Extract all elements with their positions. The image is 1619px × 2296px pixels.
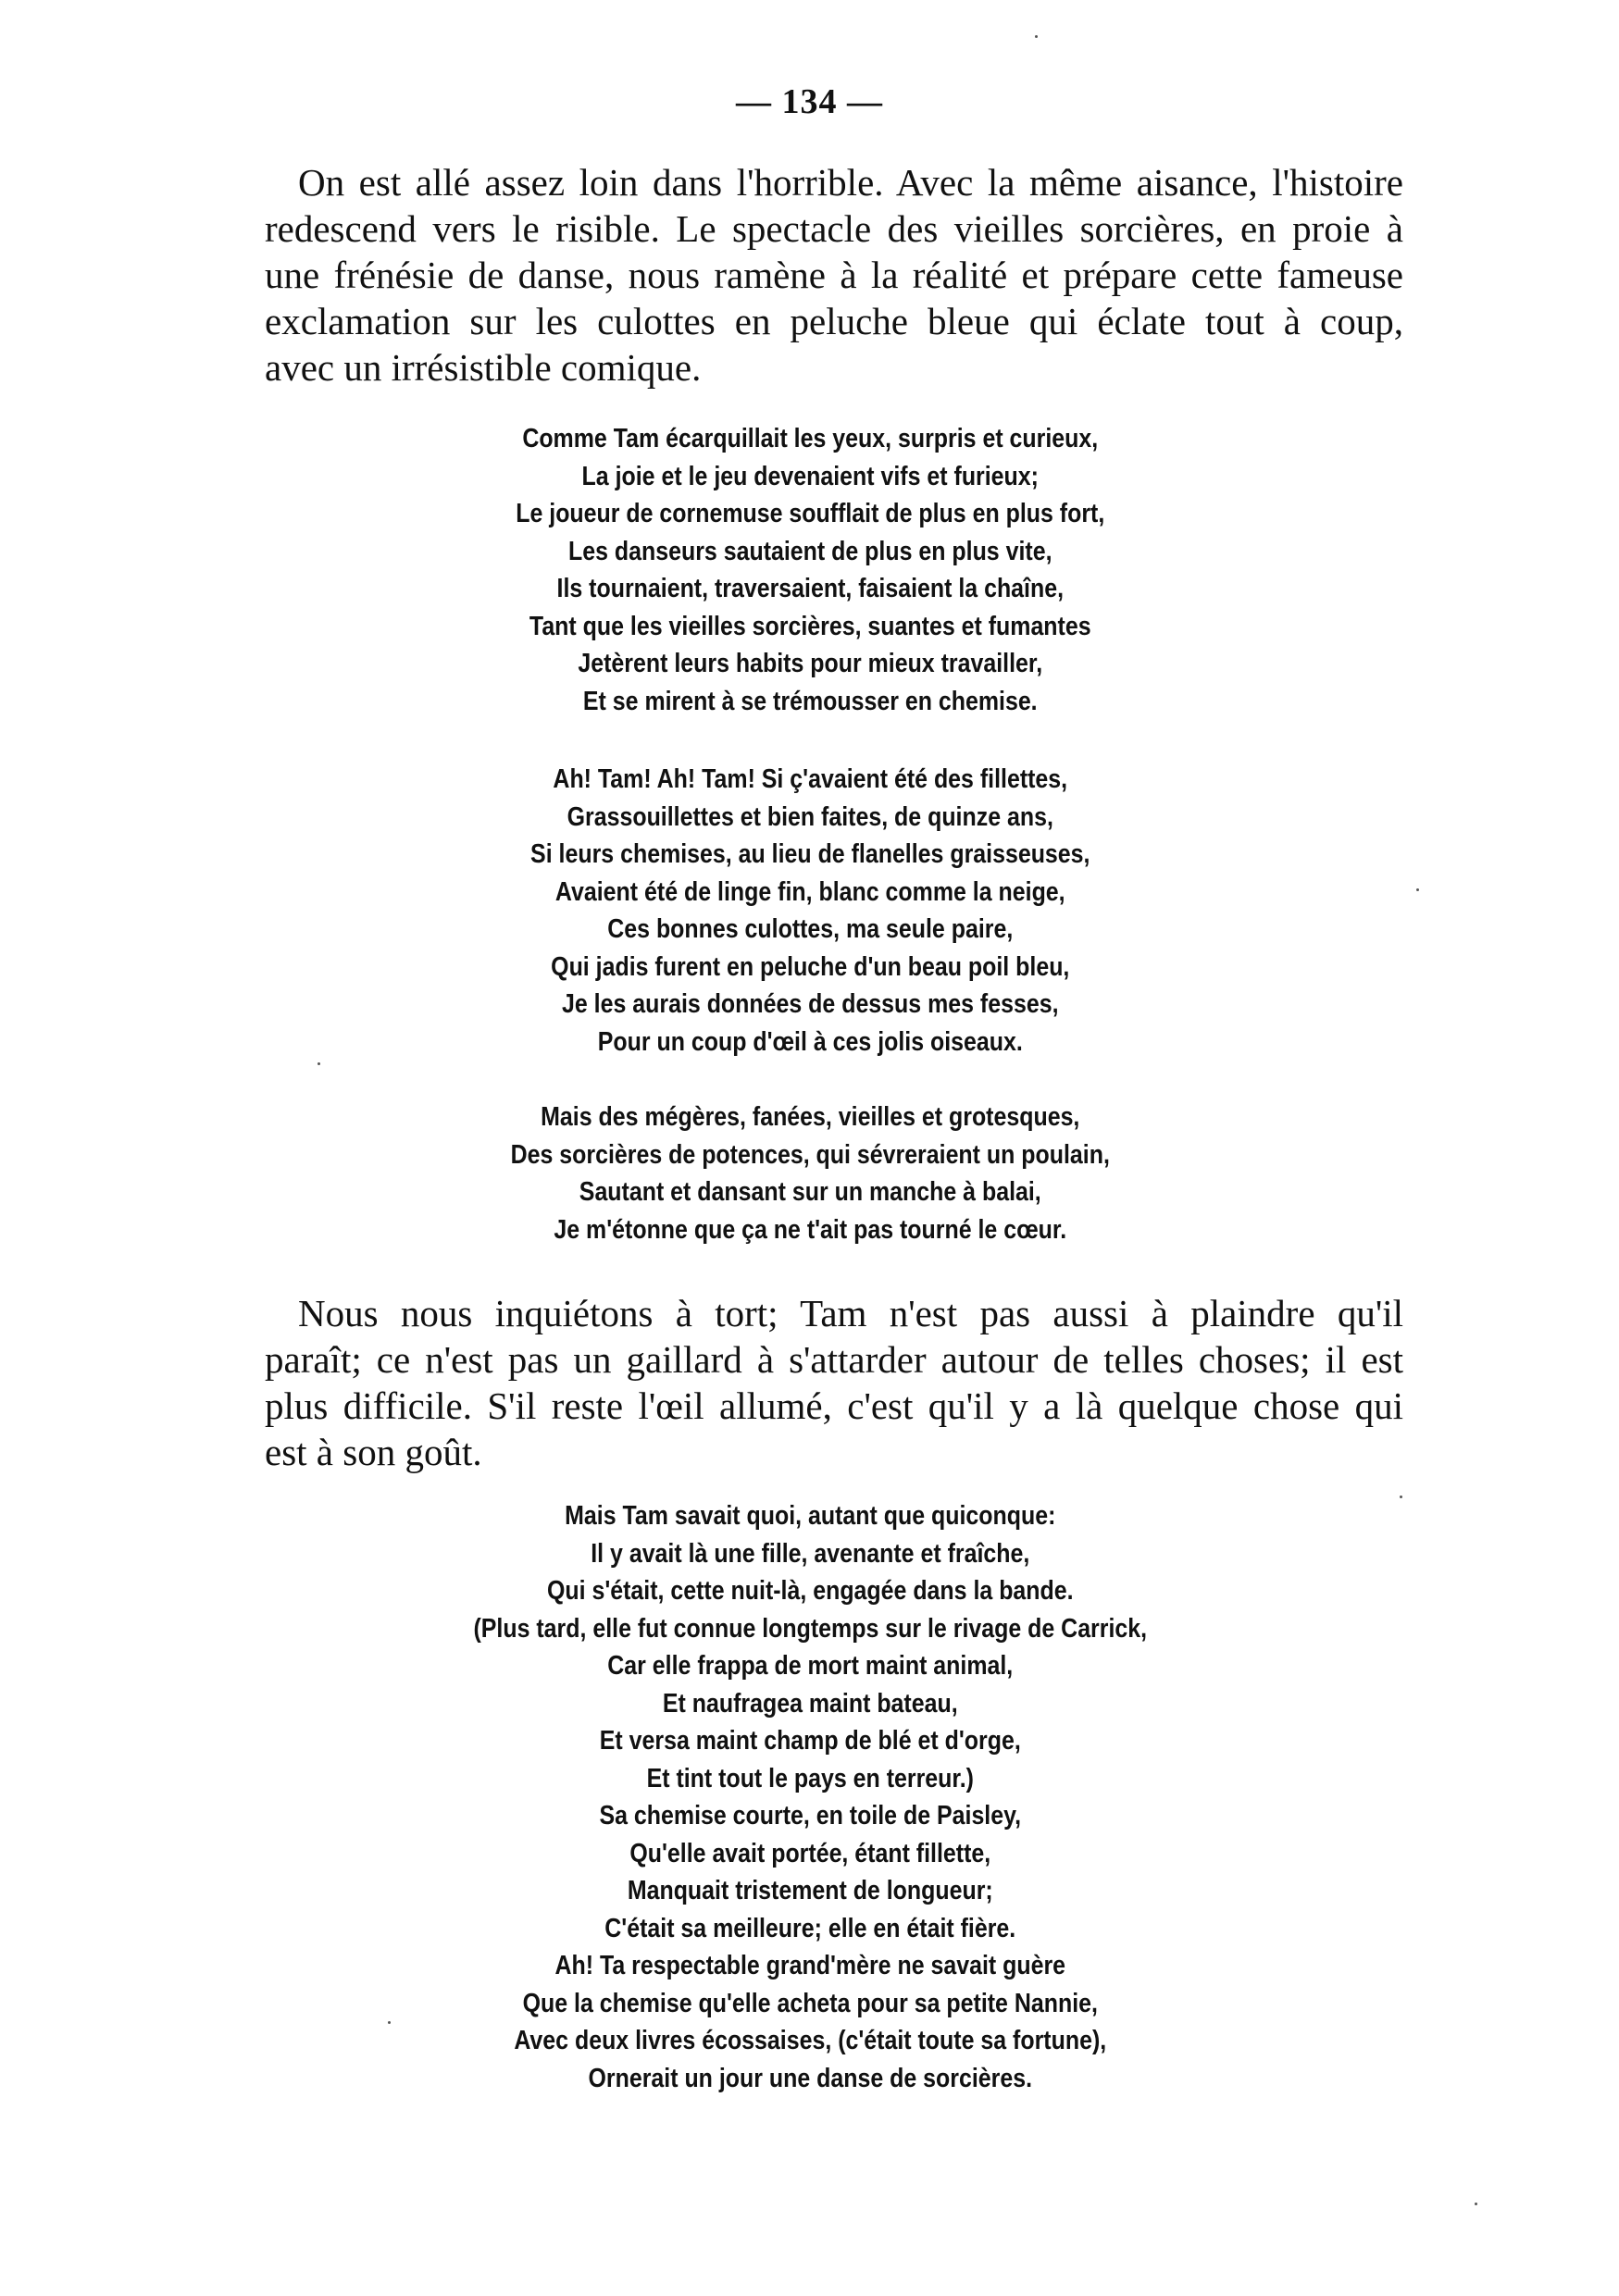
- verse-line: Je m'étonne que ça ne t'ait pas tourné le cœur.: [554, 1214, 1067, 1245]
- prose-line: est à son goût.: [265, 1431, 482, 1473]
- verse-line: Et se mirent à se trémousser en chemise.: [582, 686, 1038, 716]
- verse-line: Si leurs chemises, au lieu de flanelles graisseuses,: [530, 839, 1090, 869]
- verse-line: Que la chemise qu'elle acheta pour sa petite Nannie,: [522, 1988, 1098, 2018]
- prose-line: exclamation sur les culottes en peluche bleue qui éclate tout à coup,: [265, 300, 1403, 342]
- verse-line: Avec deux livres écossaises, (c'était toute sa fortune),: [514, 2026, 1107, 2055]
- prose-line: On est allé assez loin dans l'horrible. Avec la même aisance, l'histoire: [298, 161, 1403, 204]
- verse-line: Le joueur de cornemuse soufflait de plus en plus fort,: [516, 499, 1105, 528]
- verse-stanza-1: [114, 420, 1506, 720]
- verse-line: La joie et le jeu devenaient vifs et furieux;: [581, 461, 1039, 491]
- verse-line: Et versa maint champ de blé et d'orge,: [599, 1726, 1021, 1756]
- page-number: — 134 —: [736, 82, 883, 121]
- scan-speck: [388, 2021, 391, 2024]
- verse-line: Jetèrent leurs habits pour mieux travailler,: [578, 649, 1043, 678]
- scan-speck: [318, 1062, 320, 1065]
- prose-line: avec un irrésistible comique.: [265, 346, 702, 389]
- verse-line: Tant que les vieilles sorcières, suantes et fumantes: [529, 611, 1091, 641]
- verse-line: Pour un coup d'œil à ces jolis oiseaux.: [597, 1026, 1023, 1057]
- scan-speck: [1475, 2203, 1477, 2205]
- scan-speck: [1400, 1496, 1402, 1498]
- verse-line: Grassouillettes et bien faites, de quinze ans,: [567, 801, 1053, 832]
- prose-line: paraît; ce n'est pas un gaillard à s'attarder autour de telles choses; il est: [265, 1338, 1403, 1381]
- verse-line: C'était sa meilleure; elle en était fière.: [604, 1913, 1016, 1943]
- prose-line: une frénésie de danse, nous ramène à la réalité et prépare cette fameuse: [265, 254, 1403, 296]
- verse-stanza-2: [114, 761, 1506, 1061]
- verse-line: Avaient été de linge fin, blanc comme la neige,: [554, 876, 1065, 907]
- verse-line: Mais Tam savait quoi, autant que quiconque:: [565, 1501, 1056, 1531]
- paragraph-commentary: [265, 1290, 1403, 1475]
- verse-line: Il y avait là une fille, avenante et fraîche,: [591, 1538, 1030, 1569]
- verse-line: Ah! Tam! Ah! Tam! Si ç'avaient été des fillettes,: [553, 764, 1068, 794]
- paragraph-intro: [265, 159, 1403, 391]
- scan-speck: [1035, 35, 1038, 38]
- verse-line: Car elle frappa de mort maint animal,: [607, 1651, 1014, 1681]
- verse-line: Ils tournaient, traversaient, faisaient la chaîne,: [556, 574, 1065, 603]
- prose-line: Nous nous inquiétons à tort; Tam n'est pas aussi à plaindre qu'il: [298, 1292, 1403, 1334]
- verse-line: (Plus tard, elle fut connue longtemps sur le rivage de Carrick,: [473, 1613, 1148, 1644]
- verse-line: Ornerait un jour une danse de sorcières.: [588, 2063, 1033, 2093]
- verse-line: Des sorcières de potences, qui sévreraient un poulain,: [510, 1139, 1110, 1170]
- verse-line: Et tint tout le pays en terreur.): [646, 1763, 974, 1793]
- verse-line: Qu'elle avait portée, étant fillette,: [629, 1838, 991, 1868]
- verse-line: Manquait tristement de longueur;: [627, 1876, 993, 1905]
- verse-line: Qui s'était, cette nuit-là, engagée dans la bande.: [546, 1576, 1074, 1606]
- verse-line: Mais des mégères, fanées, vieilles et grotesques,: [541, 1102, 1080, 1132]
- prose-line: redescend vers le risible. Le spectacle des vieilles sorcières, en proie à: [265, 207, 1403, 250]
- verse-line: Ces bonnes culottes, ma seule paire,: [607, 914, 1014, 944]
- verse-stanza-4: [114, 1497, 1506, 2097]
- verse-line: Sautant et dansant sur un manche à balai,: [579, 1177, 1041, 1207]
- scan-speck: [1416, 888, 1419, 891]
- verse-line: Les danseurs sautaient de plus en plus vite,: [568, 536, 1052, 566]
- verse-line: Ah! Ta respectable grand'mère ne savait guère: [554, 1951, 1066, 1980]
- verse-line: Je les aurais données de dessus mes fesses,: [562, 989, 1059, 1019]
- verse-line: Et naufragea maint bateau,: [662, 1688, 958, 1719]
- verse-line: Comme Tam écarquillait les yeux, surpris et curieux,: [522, 424, 1099, 453]
- prose-line: plus difficile. S'il reste l'œil allumé, c'est qu'il y a là quelque chose qui: [265, 1384, 1403, 1427]
- verse-line: Sa chemise courte, en toile de Paisley,: [599, 1801, 1022, 1831]
- verse-stanza-3: [114, 1098, 1506, 1248]
- verse-line: Qui jadis furent en peluche d'un beau poil bleu,: [551, 951, 1070, 982]
